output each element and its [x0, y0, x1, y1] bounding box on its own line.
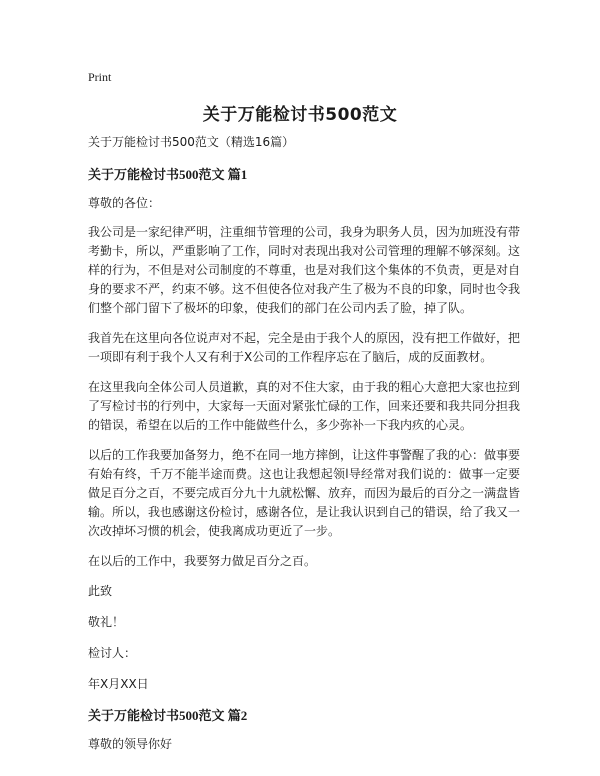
paragraph-3: 在这里我向全体公司人员道歉，真的对不住大家，由于我的粗心大意把大家也拉到了写检讨书的行列中，大家每一天面对紧张忙碌的工作，回来还要和我共同分担我的错误，希望在以后的工作中能做些什么，多少弥补一下我内疚的心灵。: [88, 380, 521, 432]
closing-text: 此致: [88, 584, 113, 598]
paragraph-5: 在以后的工作中，我要努力做足百分之百。: [88, 554, 317, 568]
document-body: [88, 133, 520, 764]
document-subtitle: 关于万能检讨书500范文（精选16篇）: [88, 135, 295, 149]
print-label[interactable]: Print: [88, 70, 112, 84]
paragraph-2: 我首先在这里向各位说声对不起，完全是由于我个人的原因，没有把工作做好，把一项即有利于我个人又有利于X公司的工作程序忘在了脑后，成的反面教材。: [88, 331, 521, 364]
paragraph-1: 我公司是一家纪律严明，注重细节管理的公司，我身为职务人员，因为加班没有带考勤卡，所以，严重影响了工作，同时对表现出我对公司管理的理解不够深刻。这样的行为，不但是对公司制度的不尊重，也是对我们这个集体的不负责，更是对自身的要求不严，约束不够。这不但使各位对我产生了极为不良的印象，同时也令我们整个部门留下了极坏的印象，使我们的部门在公司内丢了脸，掉了队。: [88, 225, 521, 315]
page-title: 关于万能检讨书500范文: [202, 105, 398, 125]
section-heading-1: 关于万能检讨书500范文 篇1: [88, 167, 248, 182]
paragraph-4: 以后的工作我要加备努力，绝不在同一地方摔倒，让这件事警醒了我的心：做事要有始有终，千万不能半途而费。这也让我想起领l导经常对我们说的：做事一定要做足百分之百，不要完成百分九十九就松懈、放弃，而因为最后的百分之一满盘皆输。所以，我也感谢这份检讨，感谢各位，是让我认识到自己的错误，给了我又一次改掉坏习惯的机会，使我离成功更近了一步。: [88, 448, 521, 538]
section-heading-2: 关于万能检讨书500范文 篇2: [88, 708, 248, 723]
salute-text: 敬礼！: [88, 615, 125, 629]
date-text: 年X月XX日: [88, 677, 149, 691]
greeting-2: 尊敬的领导你好: [88, 737, 173, 751]
greeting-1: 尊敬的各位：: [88, 196, 161, 210]
signer-label: 检讨人：: [88, 646, 137, 660]
